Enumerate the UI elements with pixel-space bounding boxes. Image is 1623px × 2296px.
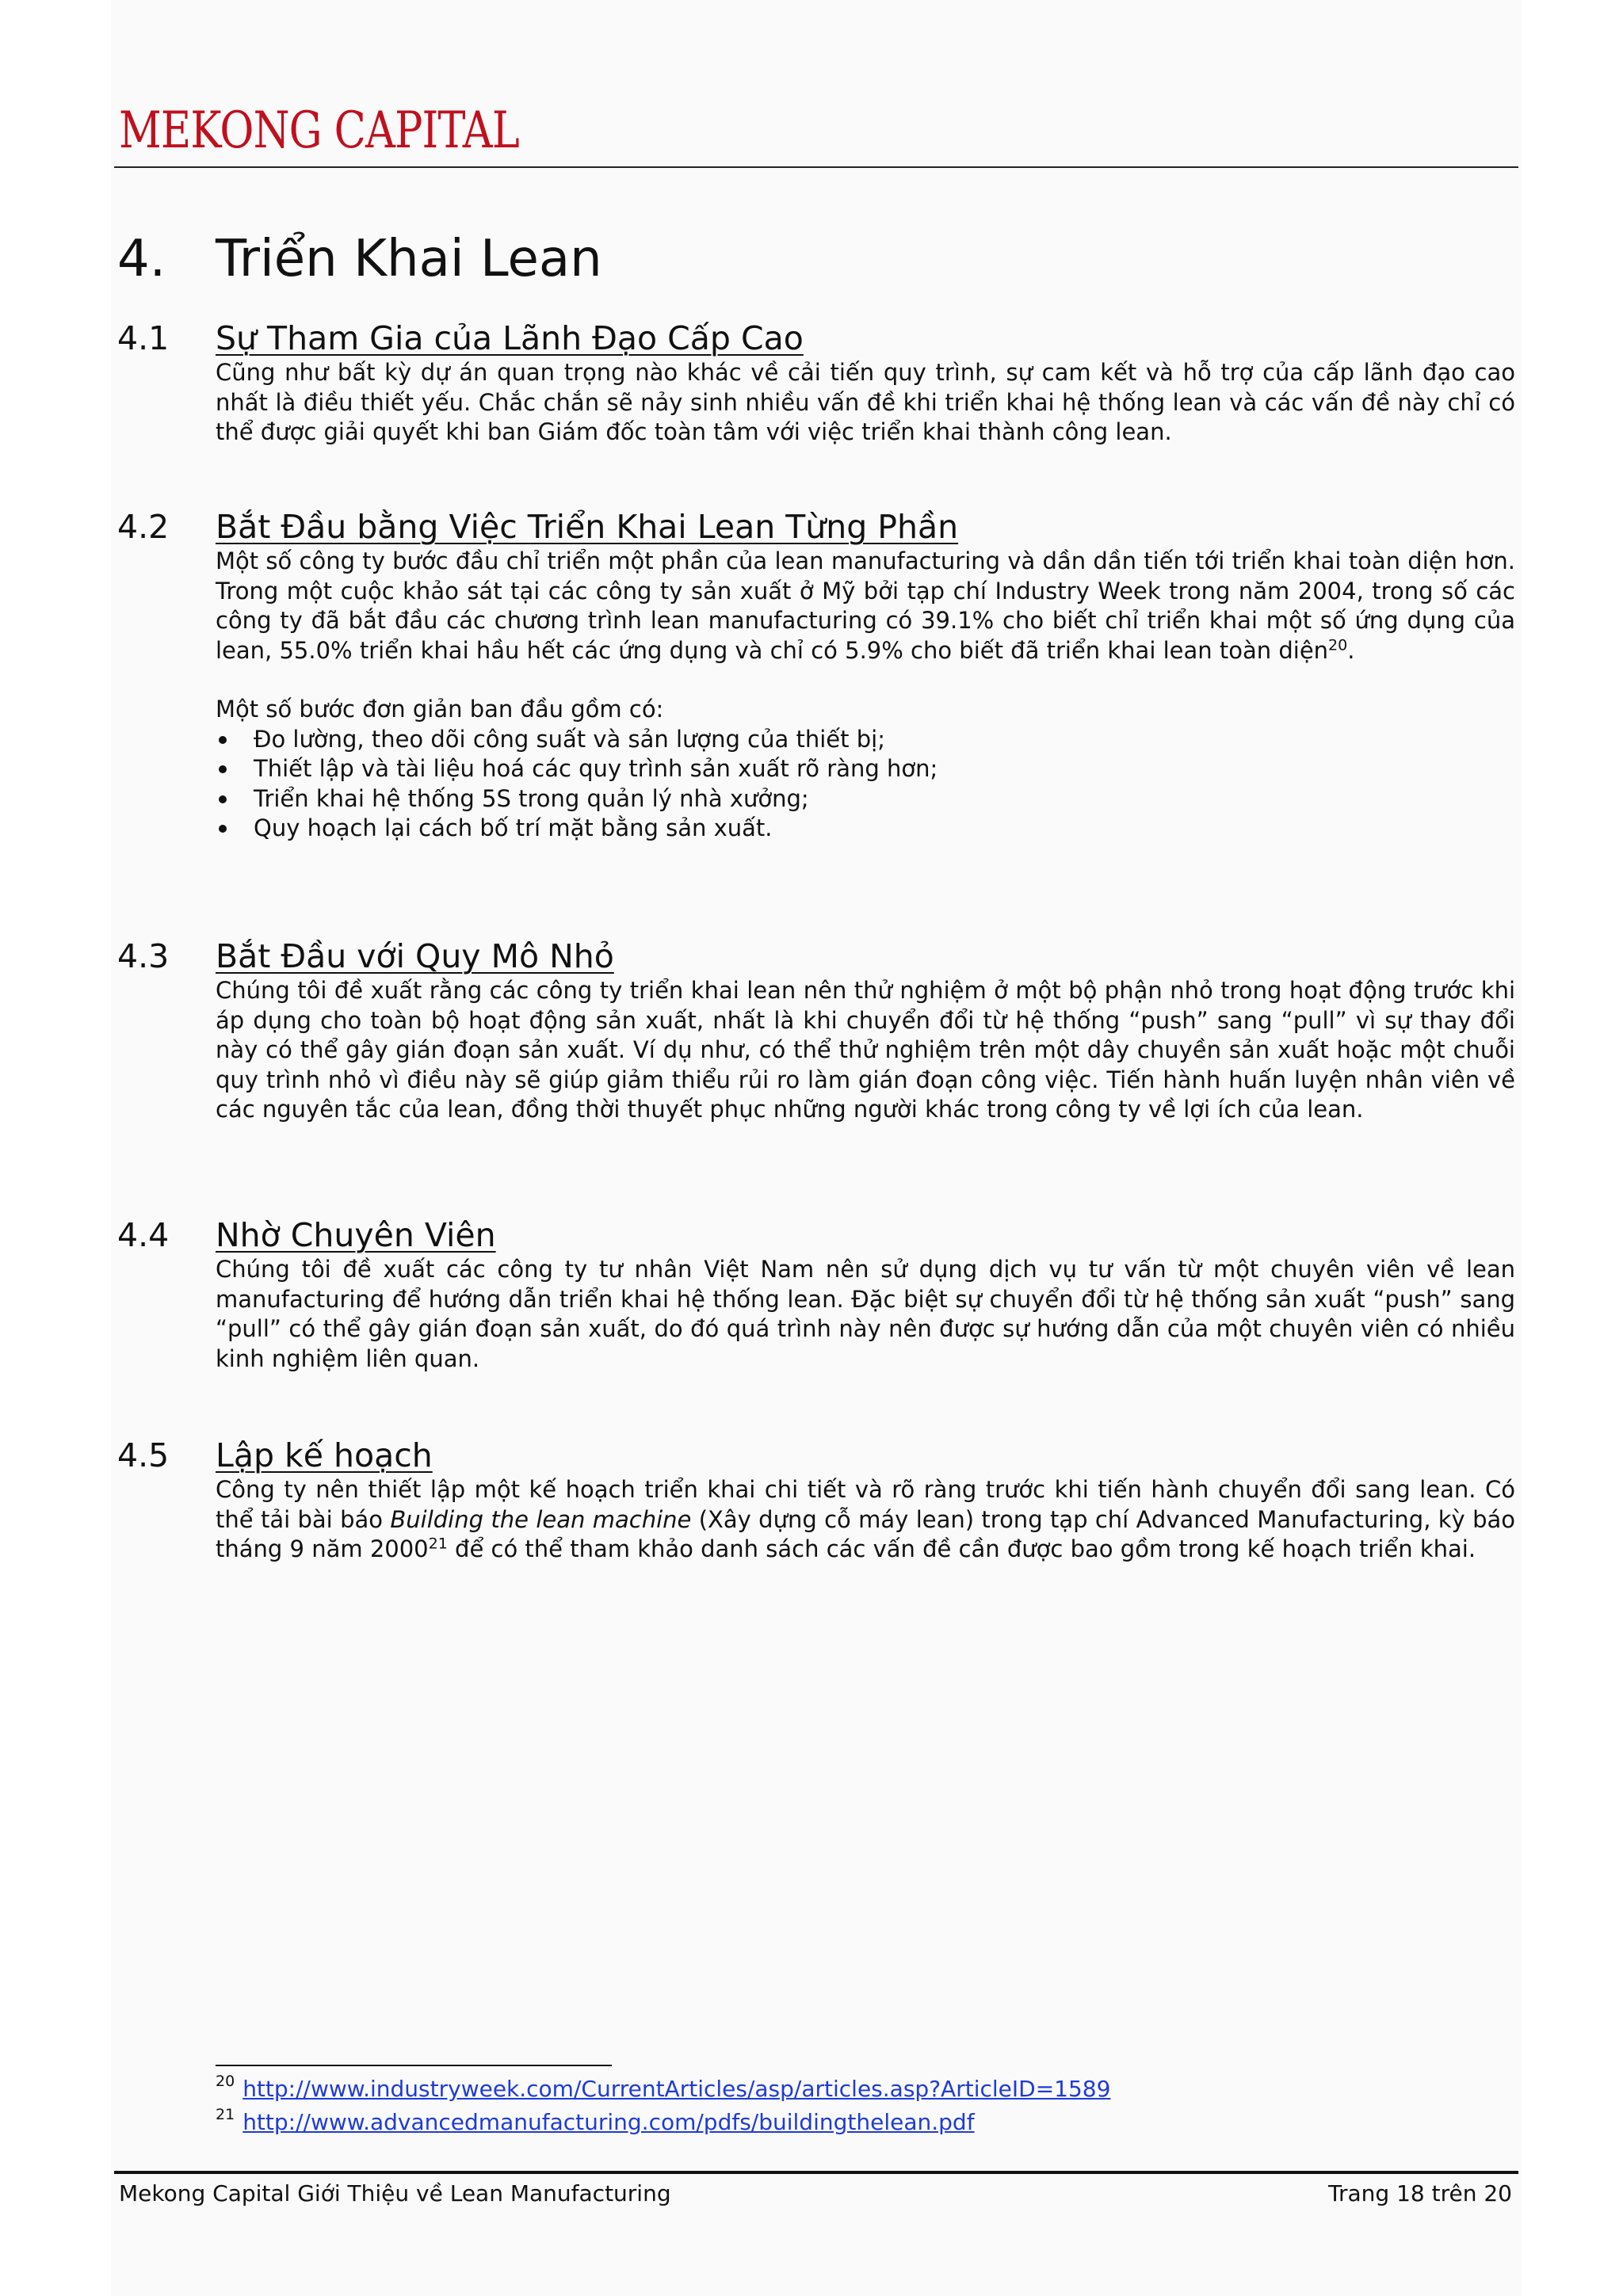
section-heading: [117, 507, 1518, 547]
section-number: 4.1: [117, 319, 170, 357]
section-body: [216, 358, 1515, 448]
section-heading: [117, 318, 1518, 358]
section-title: Bắt Đầu với Quy Mô Nhỏ: [216, 937, 614, 975]
section-body: [216, 976, 1515, 1125]
section-body: [216, 547, 1515, 844]
footnote: [216, 2106, 975, 2135]
paragraph-text: để có thể tham khảo danh sách các vấn đề cần được bao gồm trong kế hoạch triển khai.: [447, 1535, 1476, 1562]
paragraph: Chúng tôi đề xuất rằng các công ty triển khai lean nên thử nghiệm ở một bộ phận nhỏ trong hoạt động trước khi áp dụng cho toàn bộ hoạt động sản xuất, nhất là khi chuyển đổi từ hệ thống “push” sang “pull” vì sự thay đổi này có thể gây gián đoạn sản xuất. Ví dụ như, có thể thử nghiệm trên một dây chuyền sản xuất hoặc một chuỗi quy trình nhỏ vì điều này sẽ giúp giảm thiểu rủi ro làm gián đoạn công việc. Tiến hành huấn luyện nhân viên về các nguyên tắc của lean, đồng thời thuyết phục những người khác trong công ty về lợi ích của lean.: [216, 977, 1515, 1123]
footer-title: Mekong Capital Giới Thiệu về Lean Manufacturing: [119, 2180, 671, 2206]
footnote-ref[interactable]: 21: [428, 1535, 448, 1553]
paragraph-text: Công ty nên thiết lập một kế hoạch triển khai chi tiết và rõ ràng trước khi tiến hành chuyển đổi sang lean. Có thể tải bài báo: [216, 1476, 1515, 1533]
section-number: 4.2: [117, 508, 170, 546]
section-number: 4.4: [117, 1216, 170, 1254]
steps-list: [216, 725, 1515, 844]
page-number: Trang 18 trên 20: [1328, 2180, 1512, 2206]
section-4-1: [117, 318, 1518, 448]
list-item: Triển khai hệ thống 5S trong quản lý nhà xưởng;: [216, 784, 1515, 814]
section-4-4: [117, 1215, 1518, 1374]
section-body: [216, 1475, 1515, 1565]
footnote: [216, 2073, 1111, 2102]
section-title: Sự Tham Gia của Lãnh Đạo Cấp Cao: [216, 319, 804, 357]
paragraph: [216, 547, 1515, 666]
brand-logo: MEKONG CAPITAL: [119, 101, 519, 160]
paragraph-end: .: [1347, 636, 1355, 664]
list-item: Đo lường, theo dõi công suất và sản lượng của thiết bị;: [216, 725, 1515, 755]
paragraph: [216, 1475, 1515, 1565]
section-number: 4.3: [117, 937, 170, 975]
footnote-mark: 21: [216, 2106, 235, 2123]
chapter-title: Triển Khai Lean: [216, 230, 602, 288]
paragraph: Một số bước đơn giản ban đầu gồm có:: [216, 696, 664, 723]
list-item: Quy hoạch lại cách bố trí mặt bằng sản xuất.: [216, 814, 1515, 844]
section-heading: [117, 1436, 1518, 1475]
section-heading: [117, 1215, 1518, 1255]
list-item: Thiết lập và tài liệu hoá các quy trình sản xuất rõ ràng hơn;: [216, 754, 1515, 784]
section-heading: [117, 936, 1518, 976]
paragraph: Cũng như bất kỳ dự án quan trọng nào khác về cải tiến quy trình, sự cam kết và hỗ trợ của cấp lãnh đạo cao nhất là điều thiết yếu. Chắc chắn sẽ nảy sinh nhiều vấn đề khi triển khai hệ thống lean và các vấn đề này chỉ có thể được giải quyết khi ban Giám đốc toàn tâm với việc triển khai thành công lean.: [216, 359, 1515, 445]
section-4-3: [117, 936, 1518, 1125]
footnote-ref[interactable]: 20: [1328, 635, 1348, 654]
footnote-divider: [216, 2065, 612, 2066]
chapter-heading: [117, 230, 602, 288]
section-title: Lập kế hoạch: [216, 1436, 433, 1474]
paragraph-text: Một số công ty bước đầu chỉ triển một phần của lean manufacturing và dần dần tiến tới triển khai toàn diện hơn. Trong một cuộc khảo sát tại các công ty sản xuất ở Mỹ bởi tạp chí Industry Week trong năm 2004, trong số các công ty đã bắt đầu các chương trình lean manufacturing có 39.1% cho biết chỉ triển khai một số ứng dụng của lean, 55.0% triển khai hầu hết các ứng dụng và chỉ có 5.9% cho biết đã triển khai lean toàn diện: [216, 547, 1515, 664]
footnote-mark: 20: [216, 2073, 235, 2090]
footnote-link[interactable]: http://www.industryweek.com/CurrentArticles/asp/articles.asp?ArticleID=1589: [242, 2076, 1111, 2102]
section-4-5: [117, 1436, 1518, 1565]
footnote-link[interactable]: http://www.advancedmanufacturing.com/pdfs/buildingthelean.pdf: [242, 2109, 975, 2135]
section-title: Bắt Đầu bằng Việc Triển Khai Lean Từng Phần: [216, 508, 959, 546]
header-divider: [114, 166, 1518, 168]
section-title: Nhờ Chuyên Viên: [216, 1216, 496, 1254]
section-body: [216, 1255, 1515, 1374]
article-title: Building the lean machine: [390, 1505, 692, 1533]
paragraph-text: (Xây dựng cỗ máy lean) trong tạp chí Advanced Manufacturing, kỳ báo tháng 9 năm 2000: [216, 1505, 1515, 1562]
paragraph: Chúng tôi đề xuất các công ty tư nhân Việt Nam nên sử dụng dịch vụ tư vấn từ một chuyên viên về lean manufacturing để hướng dẫn triển khai hệ thống lean. Đặc biệt sự chuyển đổi từ hệ thống sản xuất “push” sang “pull” có thể gây gián đoạn sản xuất, do đó quá trình này nên được sự hướng dẫn của một chuyên viên có nhiều kinh nghiệm liên quan.: [216, 1256, 1515, 1372]
section-number: 4.5: [117, 1436, 170, 1474]
footer-divider: [114, 2171, 1518, 2174]
section-4-2: [117, 507, 1518, 844]
chapter-number: 4.: [117, 230, 166, 288]
